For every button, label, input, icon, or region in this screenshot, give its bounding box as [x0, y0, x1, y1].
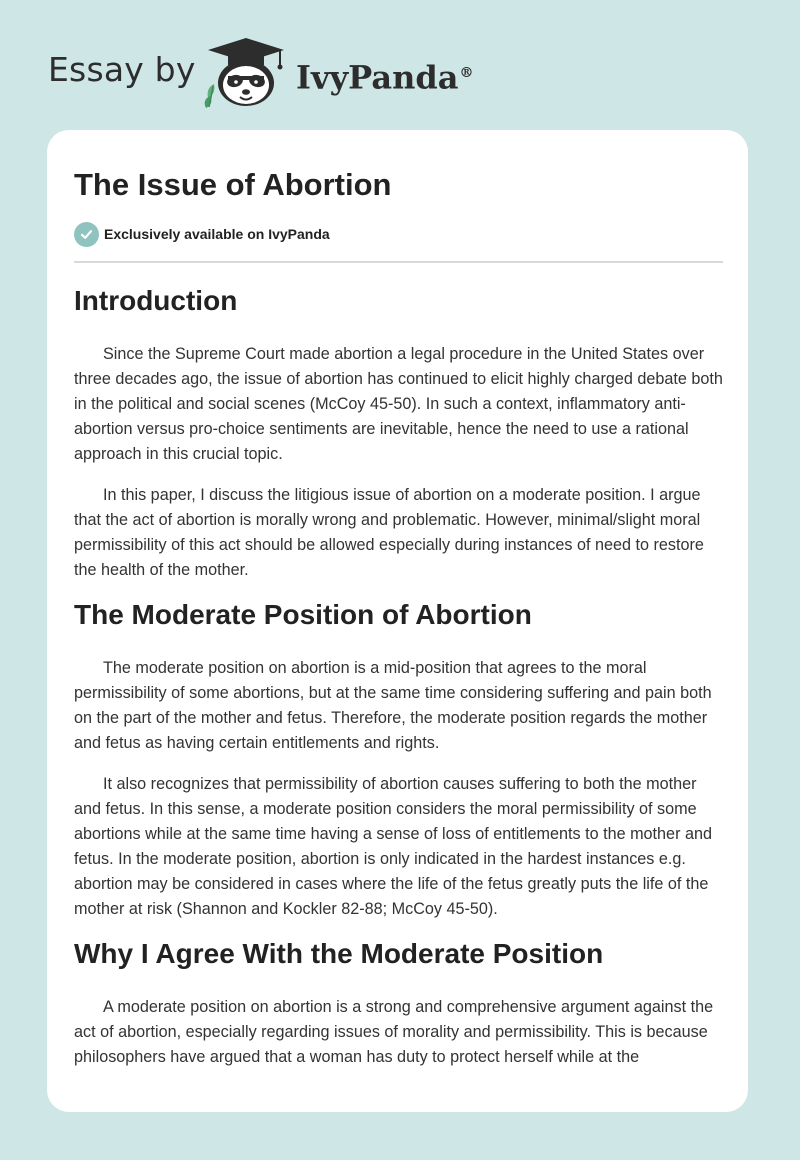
essay-title: The Issue of Abortion [74, 167, 392, 202]
registered-mark: ® [459, 65, 474, 81]
paragraph: The moderate position on abortion is a mid-position that agrees to the moral permissibility of some abortions, but at the same time considering suffering and pain both on the part of the mother and fetus. Therefore, the moderate position regards the mother and fetus as having certain entitlements and rights. [74, 659, 712, 752]
essay-card [47, 130, 748, 1112]
paragraph: A moderate position on abortion is a strong and comprehensive argument against the act of abortion, especially regarding issues of morality and permissibility. This is because philosophers have argued that a woman has duty to protect herself while at the [74, 998, 714, 1066]
section-heading-introduction: Introduction [74, 285, 238, 316]
section-heading-why-i-agree: Why I Agree With the Moderate Position [74, 938, 604, 969]
brand-prefix: Essay by [48, 50, 196, 89]
brand-name-text: IvyPanda [296, 58, 459, 97]
title-divider [74, 261, 723, 263]
panda-graduation-cap-icon[interactable] [200, 36, 292, 108]
paragraph: It also recognizes that permissibility of abortion causes suffering to both the mother and fetus. In this sense, a moderate position considers the moral permissibility of some abortions while at the same time having a sense of loss of entitlements to the mother and fetus. In the moderate position, abortion is only indicated in the hardest instances e.g. abortion may be considered in cases where the life of the fetus greatly puts the life of the mother at risk (Shannon and Kockler 82-88; McCoy 45-50). [74, 775, 712, 918]
paragraph: Since the Supreme Court made abortion a legal procedure in the United States over three decades ago, the issue of abortion has continued to elicit highly charged debate both in the political and social scenes (McCoy 45-50). In such a context, inflammatory anti-abortion versus pro-choice sentiments are inevitable, hence the need to use a rational approach in this crucial topic. [74, 345, 723, 463]
exclusive-badge [74, 221, 330, 247]
check-circle-icon [74, 222, 99, 247]
brand-name[interactable] [296, 53, 473, 98]
paragraph: In this paper, I discuss the litigious issue of abortion on a moderate position. I argue that the act of abortion is morally wrong and problematic. However, minimal/slight moral permissibility of this act should be allowed especially during instances of need to restore the health of the mother. [74, 486, 704, 579]
section-heading-moderate-position: The Moderate Position of Abortion [74, 599, 532, 630]
exclusive-badge-label: Exclusively available on IvyPanda [104, 226, 330, 242]
site-header [0, 0, 800, 130]
essay-body [74, 283, 726, 1070]
